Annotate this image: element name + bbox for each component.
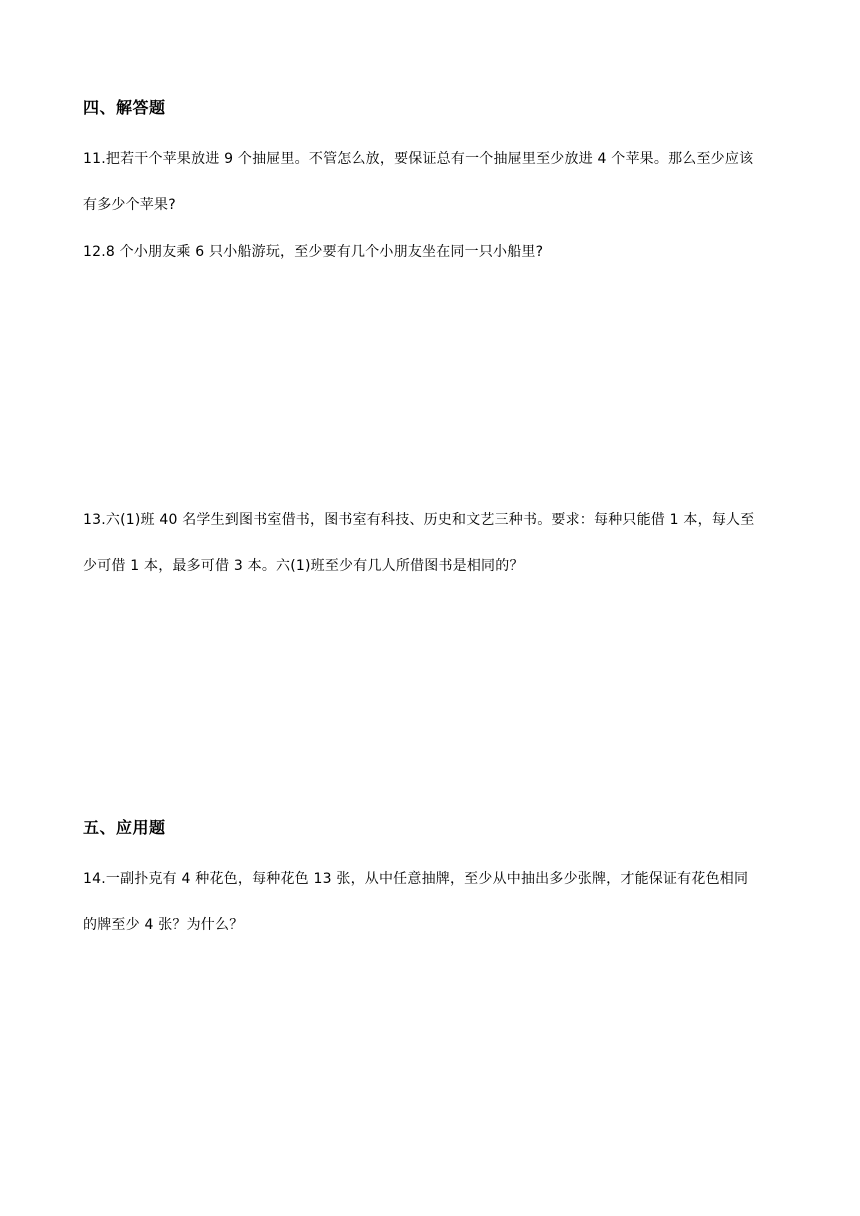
question-13-line-1: 13.六(1)班 40 名学生到图书室借书，图书室有科技、历史和文艺三种书。要求：每种只能借 1 本，每人至 [83, 512, 755, 528]
section-heading-answer-questions: 四、解答题 [83, 98, 166, 117]
question-13-line-2: 少可借 1 本，最多可借 3 本。六(1)班至少有几人所借图书是相同的？ [83, 558, 524, 574]
question-14-line-1: 14.一副扑克有 4 种花色，每种花色 13 张，从中任意抽牌，至少从中抽出多少张牌，才能保证有花色相同 [83, 871, 749, 887]
question-11-line-2: 有多少个苹果? [83, 197, 176, 213]
question-14-line-2: 的牌至少 4 张？为什么？ [83, 917, 244, 933]
question-11-line-1: 11.把若干个苹果放进 9 个抽屉里。不管怎么放，要保证总有一个抽屉里至少放进 4 个苹果。那么至少应该 [83, 151, 754, 167]
question-12-line-1: 12.8 个小朋友乘 6 只小船游玩，至少要有几个小朋友坐在同一只小船里? [83, 244, 544, 260]
section-heading-application-questions: 五、应用题 [83, 818, 166, 837]
